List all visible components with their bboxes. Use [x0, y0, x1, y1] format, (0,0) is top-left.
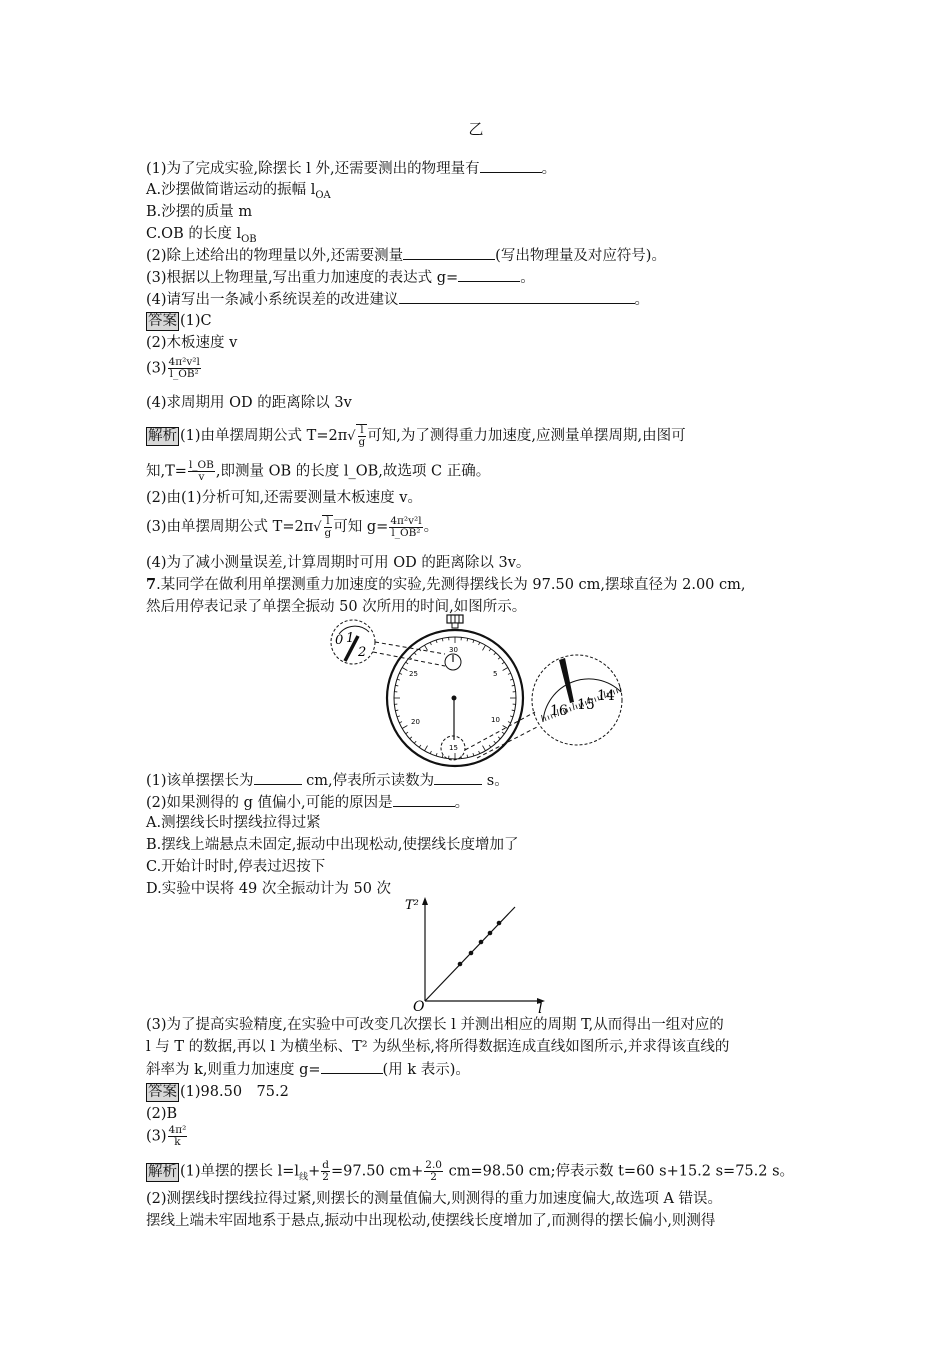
q7-analysis-1: 解析 (1)单摆的摆长 $l=l_线+$ $\frac{d}{2}$ =97.50 cm+ $\frac{2.0}{2}$ cm=98.50 cm;停表示数 t=60 s+15.2 s=75.2 s。 [148, 1159, 795, 1183]
q6-analysis-1: 解析 (1)由单摆周期公式 T=2π√ $\frac{l}{g}$ 可知,为了测得重力加速度,应测量单摆周期,由图可 [148, 424, 686, 448]
q6-analysis-1-cont: 知,T= $\frac{l\_OB}{v}$ ,即测量 OB 的长度 l_OB,故选项 C 正确。 [146, 459, 491, 483]
q7-analysis-2-line2: 摆线上端未牢固地系于悬点,振动中出现松动,使摆线长度增加了,而测得的摆长偏小,则测得 [146, 1213, 716, 1229]
q7-part3-line1: (3)为了提高实验精度,在实验中可改变几次摆长 l 并测出相应的周期 T,从而得出一组对应的 [146, 1017, 724, 1033]
q7-answer-2: (2)B [146, 1106, 178, 1122]
q7-analysis-2-line1: (2)测摆线时摆线拉得过紧,则摆长的测量值偏大,则测得的重力加速度偏大,故选项 A 错误。 [146, 1191, 723, 1207]
q6-part1: (1)为了完成实验,除摆长 l 外,还需要测出的物理量有 。 [146, 158, 556, 179]
answer-tag: 答案 [148, 1084, 177, 1100]
q6-part4: (4)请写出一条减小系统误差的改进建议 。 [146, 289, 649, 310]
answer-blank[interactable] [434, 770, 482, 785]
q7-option-a: A.测摆线长时摆线拉得过紧 [146, 815, 321, 831]
answer-blank[interactable] [399, 289, 635, 304]
t2-l-graph [395, 895, 555, 1013]
analysis-tag: 解析 [148, 428, 177, 444]
answer-blank[interactable] [321, 1059, 383, 1074]
q7-stem-1: 7.某同学在做利用单摆测重力加速度的实验,先测得摆线长为 97.50 cm,摆球直径为 2.00 cm, [146, 576, 746, 593]
dial-label-20: 20 [411, 718, 420, 726]
q6-answer-4: (4)求周期用 OD 的距离除以 3v [146, 395, 352, 411]
q7-option-c: C.开始计时时,停表过迟按下 [146, 859, 326, 875]
q6-analysis-3: (3)由单摆周期公式 T=2π√ $\frac{l}{g}$ 可知 g= $\frac{\text{4π²v²l}}{\text{l\_OB²}}$ 。 [146, 514, 439, 539]
data-point [497, 921, 502, 926]
dial-label-5: 5 [493, 670, 498, 678]
fraction: $\frac{\text{4π²v²l}}{\text{l\_OB²}}$ [168, 356, 200, 380]
zoom-label-14: 14 [597, 688, 615, 704]
q6-analysis-4: (4)为了减小测量误差,计算周期时可用 OD 的距离除以 3v。 [146, 555, 531, 571]
q7-part1: (1)该单摆摆长为 cm,停表所示读数为 s。 [146, 770, 509, 791]
stopwatch-figure [325, 612, 630, 772]
q7-stem-2: 然后用停表记录了单摆全振动 50 次所用的时间,如图所示。 [146, 599, 527, 615]
q6-analysis-2: (2)由(1)分析可知,还需要测量木板速度 v。 [146, 490, 422, 506]
q6-answer-3: (3) $\frac{\text{4π²v²l}}{\text{l\_OB²}}$ [146, 356, 200, 380]
q6-part3: (3)根据以上物理量,写出重力加速度的表达式 g= 。 [146, 267, 535, 288]
answer-tag: 答案 [148, 313, 177, 329]
dial-label-15: 15 [449, 744, 458, 752]
q7-part3-line3: 斜率为 k,则重力加速度 g= (用 k 表示)。 [146, 1059, 470, 1080]
q7-option-b: B.摆线上端悬点未固定,振动中出现松动,使摆线长度增加了 [146, 837, 519, 853]
sqrt-expression: √ $\frac{l}{g}$ [347, 424, 366, 448]
figure-caption-yi: 乙 [468, 120, 484, 138]
dial-label-25: 25 [409, 670, 418, 678]
dial-label-10: 10 [491, 716, 500, 724]
answer-blank[interactable] [480, 158, 542, 173]
dial-label-30: 30 [449, 646, 458, 654]
q7-option-d: D.实验中误将 49 次全振动计为 50 次 [146, 881, 392, 897]
data-point [479, 940, 484, 945]
origin-label: O [413, 999, 425, 1013]
q7-part3-line2: l 与 T 的数据,再以 l 为横坐标、T² 为纵坐标,将所得数据连成直线如图所示,并求得该直线的 [146, 1039, 730, 1055]
zoom-label-0: 0 [335, 633, 344, 648]
data-point [488, 931, 493, 936]
data-point [469, 951, 474, 956]
zoom-label-1: 1 [346, 631, 355, 646]
data-point [458, 962, 463, 967]
q6-answer-1: 答案 (1)C [148, 313, 212, 329]
zoom-label-16: 16 [550, 703, 568, 719]
q7-answer-3: (3) $\frac{\text{4π²}}{k}$ [146, 1124, 187, 1148]
answer-blank[interactable] [403, 245, 495, 260]
q6-part2: (2)除上述给出的物理量以外,还需要测量 (写出物理量及对应符号)。 [146, 245, 666, 266]
x-axis-label: l [538, 1001, 543, 1013]
q6-option-c: C.OB 的长度 $l_{OB}$ [146, 226, 257, 245]
zoom-label-2: 2 [358, 645, 367, 660]
q7-part2: (2)如果测得的 g 值偏小,可能的原因是 。 [146, 792, 469, 813]
answer-blank[interactable] [393, 792, 455, 807]
q6-answer-2: (2)木板速度 v [146, 335, 238, 351]
zoom-label-15: 15 [577, 697, 595, 713]
analysis-tag: 解析 [148, 1163, 177, 1180]
q7-answer-1: 答案 (1)98.50 75.2 [148, 1084, 289, 1100]
answer-blank[interactable] [458, 267, 520, 282]
y-axis-label: T² [405, 898, 419, 913]
q6-option-b: B.沙摆的质量 m [146, 204, 253, 220]
q6-option-a: A.沙摆做简谐运动的振幅 $l_{OA}$ [146, 182, 331, 201]
answer-blank[interactable] [254, 770, 302, 785]
